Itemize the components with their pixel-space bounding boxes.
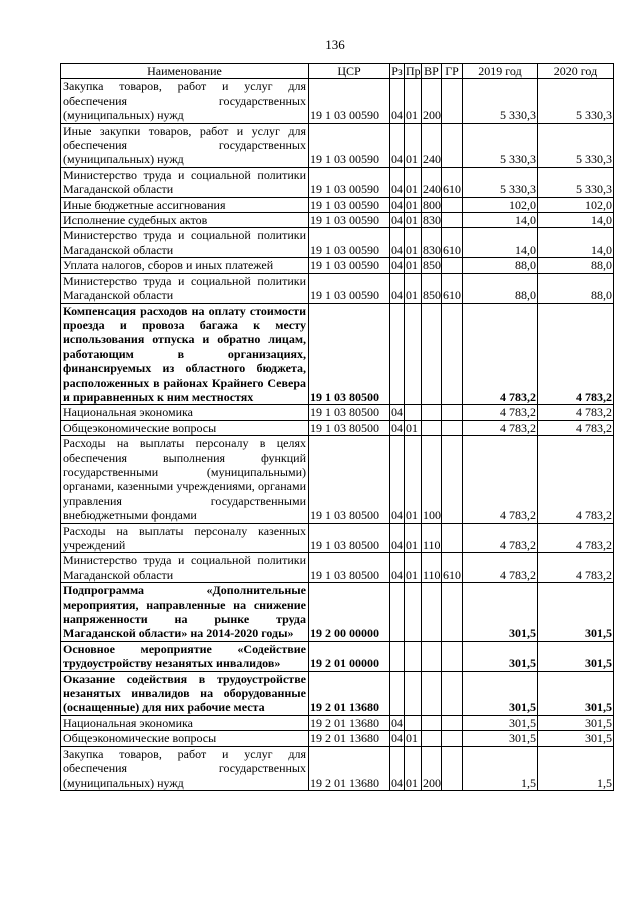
cell-gr [442, 258, 463, 273]
cell-vr: 100 [422, 436, 442, 523]
cell-csr: 19 2 01 13680 [309, 746, 390, 790]
cell-pr: 01 [405, 79, 422, 123]
cell-csr: 19 2 01 13680 [309, 731, 390, 746]
cell-name: Общеэкономические вопросы [61, 731, 309, 746]
cell-name: Расходы на выплаты персоналу в целях обеспечения выполнения функций государственными (муниципальными) органами, казенными учреждениями, органами управления государственными внебюджетными фондами [61, 436, 309, 523]
cell-gr [442, 641, 463, 671]
cell-vr: 200 [422, 746, 442, 790]
cell-2019: 4 783,2 [463, 405, 538, 420]
cell-2020: 4 783,2 [538, 553, 614, 583]
table-row [61, 228, 614, 258]
cell-2020: 102,0 [538, 197, 614, 212]
cell-2020: 4 783,2 [538, 303, 614, 405]
table-row [61, 641, 614, 671]
cell-2019: 5 330,3 [463, 167, 538, 197]
cell-rz: 04 [390, 523, 405, 553]
cell-csr: 19 2 00 00000 [309, 583, 390, 642]
cell-2019: 301,5 [463, 641, 538, 671]
cell-2019: 14,0 [463, 213, 538, 228]
cell-pr: 01 [405, 420, 422, 435]
cell-vr: 110 [422, 553, 442, 583]
cell-csr: 19 1 03 00590 [309, 258, 390, 273]
cell-csr: 19 1 03 00590 [309, 213, 390, 228]
cell-name: Закупка товаров, работ и услуг для обеспечения государственных (муниципальных) нужд [61, 79, 309, 123]
table-row [61, 746, 614, 790]
cell-pr: 01 [405, 258, 422, 273]
cell-pr: 01 [405, 731, 422, 746]
cell-csr: 19 2 01 00000 [309, 641, 390, 671]
cell-rz: 04 [390, 167, 405, 197]
cell-vr [422, 303, 442, 405]
cell-vr: 830 [423, 213, 441, 228]
cell-vr: 110 [422, 523, 442, 553]
cell-csr: 19 2 01 13680 [309, 715, 390, 730]
cell-2020: 4 783,2 [538, 405, 614, 420]
cell-gr [442, 303, 463, 405]
cell-gr [442, 583, 463, 642]
page-number: 136 [325, 37, 345, 52]
cell-rz: 04 [391, 213, 403, 228]
cell-2019: 5 330,3 [463, 79, 538, 123]
cell-2019: 4 783,2 [463, 523, 538, 553]
cell-name: Подпрограмма «Дополнительные мероприятия, направленные на снижение напряженности на рынке труда Магаданской области» на 2014-2020 годы» [61, 583, 309, 642]
cell-rz: 04 [390, 273, 405, 303]
cell-name: Уплата налогов, сборов и иных платежей [61, 258, 309, 273]
header-vr: ВР [422, 64, 442, 79]
cell-csr: 19 1 03 00590 [309, 228, 390, 258]
cell-gr [442, 746, 463, 790]
table-row [61, 258, 614, 273]
cell-name: Министерство труда и социальной политики Магаданской области [61, 273, 309, 303]
cell-name: Исполнение судебных актов [61, 213, 309, 228]
cell-gr [442, 123, 463, 167]
cell-gr [442, 197, 463, 212]
cell-csr: 19 1 03 80500 [309, 553, 390, 583]
cell-2020: 5 330,3 [538, 79, 614, 123]
cell-pr [405, 671, 422, 715]
table-row [61, 731, 614, 746]
header-2020: 2020 год [538, 64, 614, 79]
header-row [61, 64, 614, 79]
cell-rz: 04 [390, 123, 405, 167]
cell-pr [405, 641, 422, 671]
cell-name: Национальная экономика [61, 405, 309, 420]
cell-vr [422, 583, 442, 642]
cell-rz: 04 [391, 731, 403, 746]
header-gr: ГР [442, 64, 463, 79]
cell-csr: 19 1 03 00590 [309, 123, 390, 167]
cell-2019: 88,0 [463, 258, 538, 273]
cell-pr [405, 583, 422, 642]
cell-gr [442, 79, 463, 123]
cell-2019: 14,0 [463, 228, 538, 258]
cell-rz: 04 [390, 553, 405, 583]
cell-vr: 200 [422, 79, 442, 123]
cell-vr [422, 641, 442, 671]
cell-csr: 19 1 03 80500 [309, 420, 390, 435]
cell-vr: 830 [422, 228, 442, 258]
cell-rz: 04 [390, 228, 405, 258]
cell-2020: 5 330,3 [538, 123, 614, 167]
cell-rz: 04 [390, 746, 405, 790]
header-name: Наименование [61, 64, 309, 79]
cell-rz [390, 583, 405, 642]
cell-csr: 19 1 03 80500 [309, 405, 390, 420]
cell-csr: 19 1 03 00590 [309, 273, 390, 303]
cell-2019: 4 783,2 [463, 553, 538, 583]
cell-csr: 19 1 03 00590 [309, 197, 390, 212]
cell-name: Оказание содействия в трудоустройстве незанятых инвалидов на оборудованные (оснащенные) для них рабочие места [61, 671, 309, 715]
table-row [61, 303, 614, 405]
cell-2020: 301,5 [538, 715, 614, 730]
cell-name: Закупка товаров, работ и услуг для обеспечения государственных (муниципальных) нужд [61, 746, 309, 790]
cell-2020: 5 330,3 [538, 167, 614, 197]
table-row [61, 197, 614, 212]
header-csr: ЦСР [309, 64, 390, 79]
cell-2020: 301,5 [538, 641, 614, 671]
table-row [61, 123, 614, 167]
cell-pr: 01 [405, 523, 422, 553]
header-2019: 2019 год [463, 64, 538, 79]
cell-pr [405, 303, 422, 405]
table-row [61, 213, 614, 228]
cell-pr: 01 [405, 167, 422, 197]
cell-pr: 01 [405, 123, 422, 167]
cell-gr: 610 [442, 167, 463, 197]
budget-table [60, 63, 614, 791]
cell-rz [390, 303, 405, 405]
cell-2019: 301,5 [463, 583, 538, 642]
cell-pr: 01 [405, 228, 422, 258]
cell-gr: 610 [442, 228, 463, 258]
cell-2020: 4 783,2 [538, 436, 614, 523]
cell-pr: 01 [405, 197, 422, 212]
header-rz: Рз [391, 64, 403, 78]
cell-vr [422, 420, 442, 435]
cell-gr [442, 715, 463, 730]
cell-2019: 4 783,2 [463, 420, 538, 435]
cell-2019: 301,5 [463, 715, 538, 730]
cell-gr: 610 [442, 273, 463, 303]
cell-csr: 19 1 03 80500 [309, 303, 390, 405]
cell-name: Министерство труда и социальной политики Магаданской области [61, 553, 309, 583]
cell-name: Компенсация расходов на оплату стоимости проезда и провоза багажа к месту использования отпуска и обратно лицам, работающим в организациях, финансируемых из областного бюджета, расположенных в районах Крайнего Севера и приравненных к ним местностях [61, 303, 309, 405]
cell-2019: 102,0 [463, 197, 538, 212]
cell-2019: 301,5 [463, 671, 538, 715]
cell-rz [390, 641, 405, 671]
table-row [61, 167, 614, 197]
cell-vr: 850 [422, 273, 442, 303]
cell-pr [405, 405, 422, 420]
cell-gr [442, 405, 463, 420]
cell-rz [390, 671, 405, 715]
table-row [61, 436, 614, 523]
cell-gr: 610 [442, 553, 463, 583]
cell-vr: 240 [422, 123, 442, 167]
cell-vr: 800 [423, 197, 441, 212]
table-row [61, 405, 614, 420]
cell-vr: 240 [422, 167, 442, 197]
table-row [61, 553, 614, 583]
cell-gr [442, 436, 463, 523]
cell-name: Национальная экономика [61, 715, 309, 730]
cell-rz: 04 [391, 405, 403, 420]
cell-name: Министерство труда и социальной политики Магаданской области [61, 228, 309, 258]
cell-pr: 01 [405, 273, 422, 303]
cell-2020: 14,0 [538, 228, 614, 258]
cell-csr: 19 1 03 80500 [309, 436, 390, 523]
cell-2020: 4 783,2 [538, 420, 614, 435]
header-pr: Пр [406, 64, 421, 78]
cell-csr: 19 1 03 00590 [309, 167, 390, 197]
cell-pr: 01 [405, 746, 422, 790]
cell-2019: 1,5 [463, 746, 538, 790]
cell-name: Общеэкономические вопросы [61, 420, 309, 435]
cell-name: Иные закупки товаров, работ и услуг для обеспечения государственных (муниципальных) нужд [61, 123, 309, 167]
table-row [61, 583, 614, 642]
cell-rz: 04 [391, 715, 403, 730]
cell-2020: 88,0 [538, 258, 614, 273]
cell-vr [422, 715, 442, 730]
cell-pr: 01 [405, 213, 422, 228]
cell-2019: 4 783,2 [463, 436, 538, 523]
cell-vr: 850 [423, 258, 441, 273]
cell-2020: 1,5 [538, 746, 614, 790]
cell-2020: 301,5 [538, 583, 614, 642]
cell-2019: 301,5 [463, 731, 538, 746]
cell-name: Основное мероприятие «Содействие трудоустройству незанятых инвалидов» [61, 641, 309, 671]
cell-vr [422, 671, 442, 715]
cell-2020: 301,5 [538, 731, 614, 746]
cell-2020: 4 783,2 [538, 523, 614, 553]
cell-2019: 5 330,3 [463, 123, 538, 167]
cell-2019: 4 783,2 [463, 303, 538, 405]
cell-rz: 04 [390, 79, 405, 123]
cell-vr [422, 731, 442, 746]
table-row [61, 273, 614, 303]
cell-name: Иные бюджетные ассигнования [61, 197, 309, 212]
cell-pr: 01 [405, 553, 422, 583]
table-row [61, 79, 614, 123]
cell-gr [442, 420, 463, 435]
table-row [61, 671, 614, 715]
cell-csr: 19 1 03 00590 [309, 79, 390, 123]
cell-2020: 301,5 [538, 671, 614, 715]
cell-2019: 88,0 [463, 273, 538, 303]
cell-name: Расходы на выплаты персоналу казенных учреждений [61, 523, 309, 553]
cell-rz: 04 [390, 436, 405, 523]
cell-gr [442, 671, 463, 715]
table-row [61, 715, 614, 730]
cell-gr [442, 731, 463, 746]
cell-pr: 01 [405, 436, 422, 523]
cell-csr: 19 1 03 80500 [309, 523, 390, 553]
cell-rz: 04 [391, 420, 403, 435]
cell-name: Министерство труда и социальной политики Магаданской области [61, 167, 309, 197]
table-row [61, 523, 614, 553]
cell-gr [442, 213, 463, 228]
cell-rz: 04 [391, 258, 403, 273]
cell-pr [405, 715, 422, 730]
cell-csr: 19 2 01 13680 [309, 671, 390, 715]
cell-gr [442, 523, 463, 553]
cell-2020: 88,0 [538, 273, 614, 303]
cell-2020: 14,0 [538, 213, 614, 228]
table-row [61, 420, 614, 435]
cell-vr [422, 405, 442, 420]
cell-rz: 04 [391, 197, 403, 212]
